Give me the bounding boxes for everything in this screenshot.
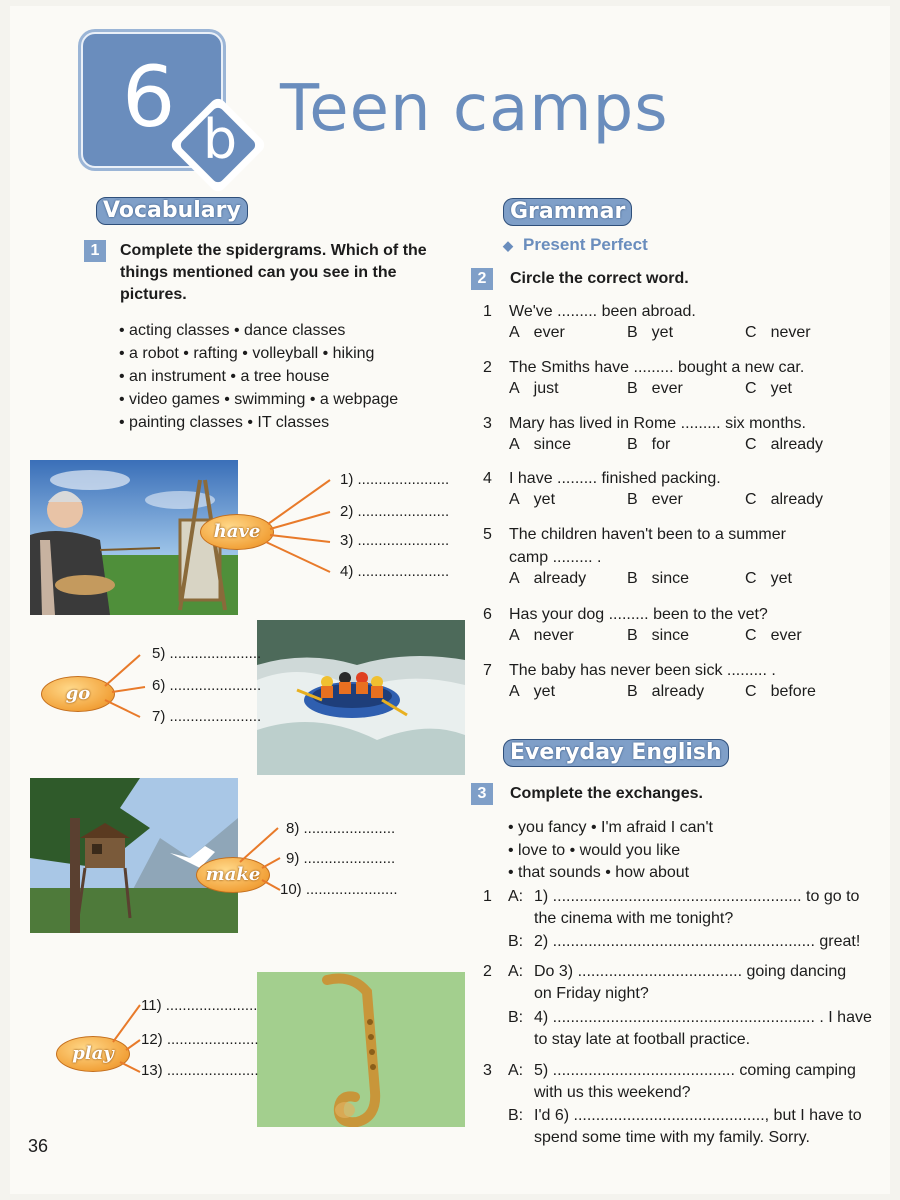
exchange-text: 5) ......................................... coming camping [534,1062,856,1079]
option-letter: B [627,627,638,644]
item-sentence: The baby has never been sick ......... . [509,662,776,679]
option-c[interactable] [745,491,823,509]
option-letter: C [745,491,757,508]
speaker-label: B: [508,1009,524,1026]
option-letter: C [745,436,757,453]
item-number: 6 [483,606,492,623]
option-a[interactable] [509,627,574,645]
option-b[interactable] [627,436,670,454]
option-word: yet [533,683,556,700]
option-word: since [533,436,572,453]
unit-number: 6 [122,48,176,146]
option-letter: A [509,627,520,644]
grammar-heading: Grammar [503,198,632,226]
speaker-label: A: [508,888,524,905]
option-word: since [651,627,690,644]
option-word: yet [533,491,556,508]
item-sentence: camp ......... . [509,549,602,566]
option-letter: B [627,683,638,700]
option-word: already [770,491,824,508]
option-word: yet [770,380,792,397]
everyday-english-instruction: Complete the exchanges. [510,785,703,802]
option-word: ever [533,324,565,341]
ee-word-bank-line: • that sounds • how about [508,864,690,881]
option-word: already [651,683,705,700]
blank-4[interactable]: 4) ...................... [340,563,450,580]
option-letter: C [745,683,757,700]
exchange-number: 2 [483,963,492,980]
option-a[interactable] [509,491,555,509]
word-bank-line: • video games • swimming • a webpage [119,391,399,408]
exchange-text: 2) ........................................................... great! [534,933,861,950]
option-c[interactable] [745,324,811,342]
blank-11[interactable]: 11) ...................... [141,997,258,1014]
exercise-number-1: 1 [84,240,106,262]
vocabulary-instruction: Complete the spidergrams. Which of the things mentioned can you see in the pictures. [120,242,427,303]
diamond-bullet-icon: ◆ [503,238,513,253]
word-bank-line: • acting classes • dance classes [119,322,346,339]
option-c[interactable] [745,380,792,398]
option-a[interactable] [509,570,586,588]
item-sentence: The children haven't been to a summer [509,526,786,543]
exchange-text: to stay late at football practice. [534,1031,751,1048]
everyday-english-heading: Everyday English [503,739,729,767]
blank-2[interactable]: 2) ...................... [340,503,450,520]
option-b[interactable] [627,683,704,701]
option-word: yet [651,324,674,341]
page-title: Teen camps [280,72,669,146]
item-number: 2 [483,359,492,376]
option-letter: C [745,627,757,644]
option-b[interactable] [627,491,683,509]
word-bank-line: • painting classes • IT classes [119,414,330,431]
option-b[interactable] [627,627,689,645]
blank-6[interactable]: 6) ...................... [152,677,262,694]
option-a[interactable] [509,436,571,454]
grammar-instruction: Circle the correct word. [510,270,689,287]
option-b[interactable] [627,324,673,342]
option-letter: A [509,324,520,341]
exercise-number-2: 2 [471,268,493,290]
option-word: already [770,436,824,453]
option-letter: B [627,436,638,453]
item-sentence: I have ......... finished packing. [509,470,721,487]
blank-10[interactable]: 10) ...................... [280,881,398,898]
item-sentence: Mary has lived in Rome ......... six months. [509,415,806,432]
blank-13[interactable]: 13) ...................... [141,1062,259,1079]
exercise-number-3: 3 [471,783,493,805]
item-sentence: The Smiths have ......... bought a new car. [509,359,805,376]
option-a[interactable] [509,324,565,342]
option-word: ever [651,380,683,397]
speaker-label: B: [508,1107,524,1124]
option-letter: C [745,324,757,341]
option-word: since [651,570,690,587]
option-letter: B [627,324,638,341]
option-letter: C [745,570,757,587]
item-sentence: We've ......... been abroad. [509,303,696,320]
blank-1[interactable]: 1) ...................... [340,471,450,488]
option-letter: B [627,570,638,587]
item-number: 3 [483,415,492,432]
option-letter: A [509,683,520,700]
option-word: just [533,380,559,397]
blank-8[interactable]: 8) ...................... [286,820,396,837]
blank-5[interactable]: 5) ...................... [152,645,262,662]
exchange-number: 1 [483,888,492,905]
exchange-text: Do 3) ..................................... going dancing [534,963,847,980]
item-number: 1 [483,303,492,320]
blank-3[interactable]: 3) ...................... [340,532,450,549]
option-word: ever [770,627,802,644]
option-word: before [770,683,816,700]
exchange-text: 4) ........................................................... . I have [534,1009,872,1026]
exchange-text: I'd 6) ..........................................., but I have to [534,1107,862,1124]
option-a[interactable] [509,683,555,701]
exchange-text: with us this weekend? [534,1084,691,1101]
word-bank-line: • a robot • rafting • volleyball • hiking [119,345,375,362]
grammar-subheading: ◆ Present Perfect [503,235,648,254]
verb-make: make [196,857,270,893]
verb-go: go [41,676,115,712]
option-c[interactable] [745,627,802,645]
verb-play: play [56,1036,130,1072]
option-word: never [770,324,811,341]
item-sentence: Has your dog ......... been to the vet? [509,606,768,623]
page-number: 36 [28,1136,49,1156]
option-a[interactable] [509,380,559,398]
option-letter: A [509,491,520,508]
option-c[interactable] [745,436,823,454]
option-letter: A [509,436,520,453]
vocabulary-heading: Vocabulary [96,197,248,225]
option-b[interactable] [627,570,689,588]
exchange-text: 1) ........................................................ to go to [534,888,860,905]
word-bank-line: • an instrument • a tree house [119,368,330,385]
item-number: 7 [483,662,492,679]
option-word: already [533,570,587,587]
option-c[interactable] [745,683,816,701]
option-letter: B [627,491,638,508]
option-word: for [651,436,671,453]
option-word: yet [770,570,792,587]
exchange-text: spend some time with my family. Sorry. [534,1129,810,1146]
verb-have: have [200,514,274,550]
ee-word-bank-line: • you fancy • I'm afraid I can't [508,819,713,836]
option-letter: A [509,380,520,397]
speaker-label: A: [508,963,524,980]
exchange-text: on Friday night? [534,985,649,1002]
option-c[interactable] [745,570,792,588]
blank-9[interactable]: 9) ...................... [286,850,396,867]
item-number: 4 [483,470,492,487]
option-letter: A [509,570,520,587]
option-word: never [533,627,574,644]
blank-12[interactable]: 12) ...................... [141,1031,259,1048]
speaker-label: A: [508,1062,524,1079]
speaker-label: B: [508,933,524,950]
option-letter: B [627,380,638,397]
option-word: ever [651,491,683,508]
option-b[interactable] [627,380,683,398]
blank-7[interactable]: 7) ...................... [152,708,262,725]
ee-word-bank-line: • love to • would you like [508,842,681,859]
exchange-number: 3 [483,1062,492,1079]
item-number: 5 [483,526,492,543]
exchange-text: the cinema with me tonight? [534,910,734,927]
unit-letter: b [202,108,238,171]
option-letter: C [745,380,757,397]
